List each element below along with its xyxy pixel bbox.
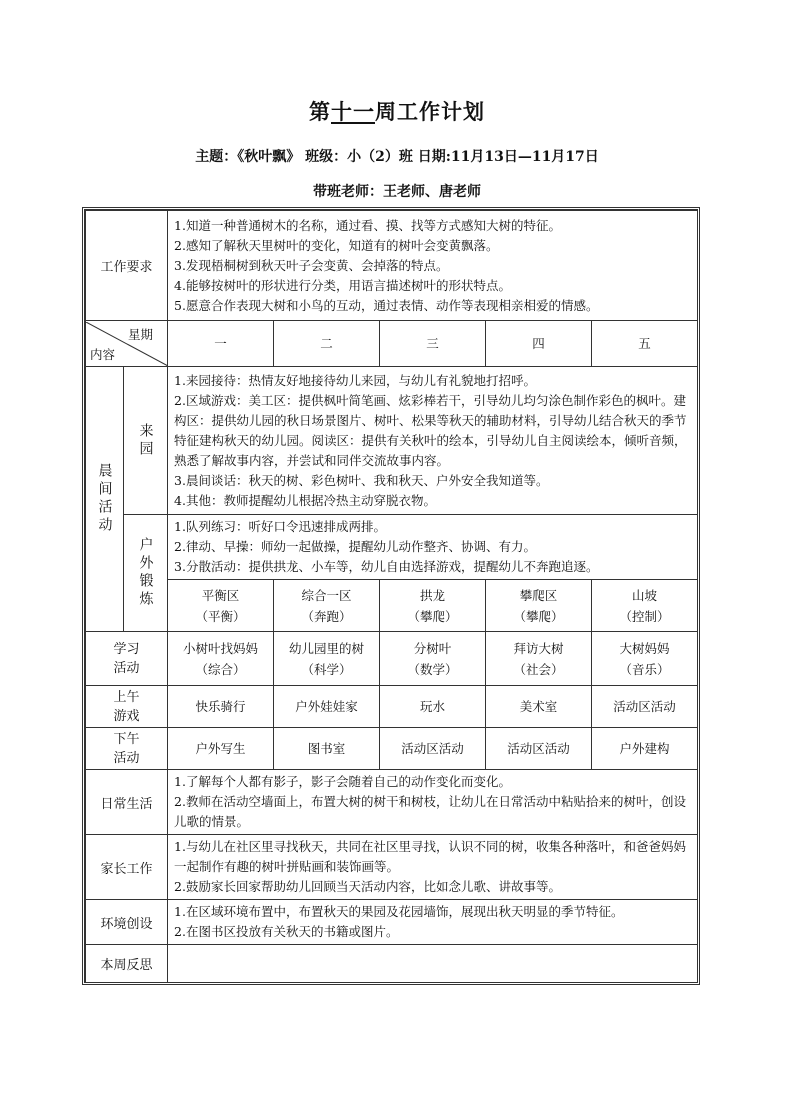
list-item: 2.律动、早操：师幼一起做操，提醒幼儿动作整齐、协调、有力。 (174, 539, 536, 554)
list-item: 1.与幼儿在社区里寻找秋天，共同在社区里寻找，认识不同的树，收集各种落叶，和爸爸妈妈一起制作有趣的树叶拼贴画和装饰画等。 (174, 839, 686, 874)
zone-name: 山坡 (632, 587, 658, 603)
arrival-label (124, 367, 168, 515)
pm-activity-cell: 图书室 (274, 728, 380, 770)
parents-work-label: 家长工作 (86, 835, 168, 900)
learning-cell (168, 632, 274, 686)
zone-name: 攀爬区 (519, 587, 558, 603)
am-games-label (86, 686, 168, 728)
label-line: 活动 (113, 750, 140, 766)
row-outdoor-exercise (86, 515, 698, 580)
am-game-cell: 美术室 (486, 686, 592, 728)
am-game-cell: 户外娃娃家 (274, 686, 380, 728)
pm-activity-cell: 活动区活动 (486, 728, 592, 770)
outdoor-label-text: 户外锻炼 (137, 537, 154, 609)
pm-activity-cell: 户外建构 (592, 728, 698, 770)
morning-activities-label (86, 367, 124, 632)
day-header-tue: 二 (274, 321, 380, 367)
list-item: 1.在区域环境布置中，布置秋天的果园及花园墙饰，展现出秋天明显的季节特征。 (174, 904, 624, 919)
row-learning-activities (86, 632, 698, 686)
am-game-cell: 活动区活动 (592, 686, 698, 728)
row-morning-arrival (86, 367, 698, 515)
teachers-line: 带班老师：王老师、唐老师 (313, 184, 481, 200)
zone-type: （奔跑） (301, 608, 352, 624)
list-item: 1.队列练习：听好口令迅速排成两排。 (174, 519, 386, 534)
zone-cell (486, 580, 592, 632)
label-text: 工作要求 (100, 260, 153, 275)
pm-activities-label (86, 728, 168, 770)
day-header-fri: 五 (592, 321, 698, 367)
zone-type: （攀爬） (513, 608, 564, 624)
arrival-label-text: 来园 (137, 422, 154, 459)
zone-cell (168, 580, 274, 632)
plan-table-frame (82, 207, 700, 985)
lesson-name: 分树叶 (413, 640, 452, 656)
am-game-cell: 玩水 (380, 686, 486, 728)
lesson-subject: （综合） (195, 661, 246, 677)
meta-line: 主题：《秋叶飘》 班级：小（2）班 日期:11月13日—11月17日 (195, 149, 599, 165)
zone-name: 综合一区 (301, 587, 352, 603)
diagonal-header-cell (86, 321, 168, 367)
pm-activity-cell: 活动区活动 (380, 728, 486, 770)
row-outdoor-zones (86, 580, 698, 632)
work-requirements-label (86, 211, 168, 321)
lesson-subject: （社会） (513, 661, 564, 677)
label-line: 下午 (113, 731, 140, 747)
page-title (0, 96, 794, 126)
parents-work-content (168, 835, 698, 900)
row-weekday-header (86, 321, 698, 367)
diagonal-top-label: 星期 (128, 326, 154, 342)
label-line: 上午 (113, 689, 140, 705)
zone-cell (380, 580, 486, 632)
am-game-cell: 快乐骑行 (168, 686, 274, 728)
daily-life-content (168, 770, 698, 835)
list-item: 3.晨间谈话：秋天的树、彩色树叶、我和秋天、户外安全我知道等。 (174, 472, 549, 488)
lesson-subject: （数学） (407, 661, 458, 677)
reflection-content[interactable] (168, 945, 698, 983)
list-item: 5.愿意合作表现大树和小鸟的互动，通过表情、动作等表现相亲相爱的情感。 (174, 297, 599, 313)
learning-cell (592, 632, 698, 686)
lesson-name: 幼儿园里的树 (289, 640, 365, 656)
zone-type: （控制） (619, 608, 670, 624)
row-reflection (86, 945, 698, 983)
list-item: 2.在图书区投放有关秋天的书籍或图片。 (174, 924, 399, 939)
zone-cell (274, 580, 380, 632)
lesson-subject: （音乐） (619, 661, 670, 677)
list-item: 1.了解每个人都有影子，影子会随着自己的动作变化而变化。 (174, 774, 511, 789)
zone-type: （平衡） (195, 608, 246, 624)
zone-cell (592, 580, 698, 632)
learning-label (86, 632, 168, 686)
lesson-name: 拜访大树 (513, 640, 564, 656)
title-suffix: 周工作计划 (375, 99, 485, 124)
zone-name: 平衡区 (201, 587, 240, 603)
list-item: 1.来园接待：热情友好地接待幼儿来园，与幼儿有礼貌地打招呼。 (174, 372, 536, 388)
diagonal-bottom-label: 内容 (90, 346, 116, 362)
environment-label: 环境创设 (86, 900, 168, 945)
label-line: 游戏 (113, 708, 140, 724)
label-line: 活动 (113, 660, 140, 676)
learning-cell (380, 632, 486, 686)
lesson-name: 小树叶找妈妈 (183, 640, 259, 656)
row-work-requirements (86, 211, 698, 321)
title-prefix: 第 (309, 99, 331, 124)
list-item: 2.区域游戏：美工区：提供枫叶简笔画、炫彩棒若干，引导幼儿均匀涂色制作彩色的枫叶。建构区：提供幼儿园的秋日场景图片、树叶、松果等秋天的辅助材料，引导幼儿结合秋天的季节特征建构秋天的幼儿园。阅读区：提供有关秋叶的绘本，引导幼儿自主阅读绘本，倾听音频，熟悉了解故事内容，并尝试和同伴交流故事内容。 (174, 392, 687, 468)
outdoor-label (124, 515, 168, 632)
zone-type: （攀爬） (407, 608, 458, 624)
row-am-games (86, 686, 698, 728)
row-pm-activities (86, 728, 698, 770)
list-item: 2.感知了解秋天里树叶的变化，知道有的树叶会变黄飘落。 (174, 237, 499, 253)
lesson-subject: （科学） (301, 661, 352, 677)
outdoor-content (168, 515, 698, 580)
reflection-label: 本周反思 (86, 945, 168, 983)
list-item: 4.能够按树叶的形状进行分类，用语言描述树叶的形状特点。 (174, 277, 511, 293)
daily-life-label: 日常生活 (86, 770, 168, 835)
label-line: 学习 (113, 641, 140, 657)
list-item: 4.其他：教师提醒幼儿根据冷热主动穿脱衣物。 (174, 492, 436, 508)
morning-label-text: 晨间活动 (96, 463, 113, 535)
row-environment (86, 900, 698, 945)
arrival-content (168, 367, 698, 515)
learning-cell (486, 632, 592, 686)
learning-cell (274, 632, 380, 686)
list-item: 1.知道一种普通树木的名称，通过看、摸、找等方式感知大树的特征。 (174, 217, 561, 233)
lesson-name: 大树妈妈 (619, 640, 670, 656)
diagonal-header (86, 322, 167, 366)
pm-activity-cell: 户外写生 (168, 728, 274, 770)
work-requirements-content (168, 211, 698, 321)
week-number: 十一 (331, 99, 375, 124)
list-item: 2.教师在活动空墙面上，布置大树的树干和树枝，让幼儿在日常活动中粘贴拾来的树叶，创设儿歌的情景。 (174, 794, 686, 829)
list-item: 3.发现梧桐树到秋天叶子会变黄、会掉落的特点。 (174, 257, 449, 273)
row-daily-life (86, 770, 698, 835)
day-header-mon: 一 (168, 321, 274, 367)
zone-name: 拱龙 (420, 587, 446, 603)
plan-table (85, 210, 698, 983)
list-item: 3.分散活动：提供拱龙、小车等，幼儿自由选择游戏，提醒幼儿不奔跑追逐。 (174, 559, 599, 574)
environment-content (168, 900, 698, 945)
day-header-thu: 四 (486, 321, 592, 367)
row-parents-work (86, 835, 698, 900)
day-header-wed: 三 (380, 321, 486, 367)
list-item: 2.鼓励家长回家帮助幼儿回顾当天活动内容，比如念儿歌、讲故事等。 (174, 879, 561, 894)
